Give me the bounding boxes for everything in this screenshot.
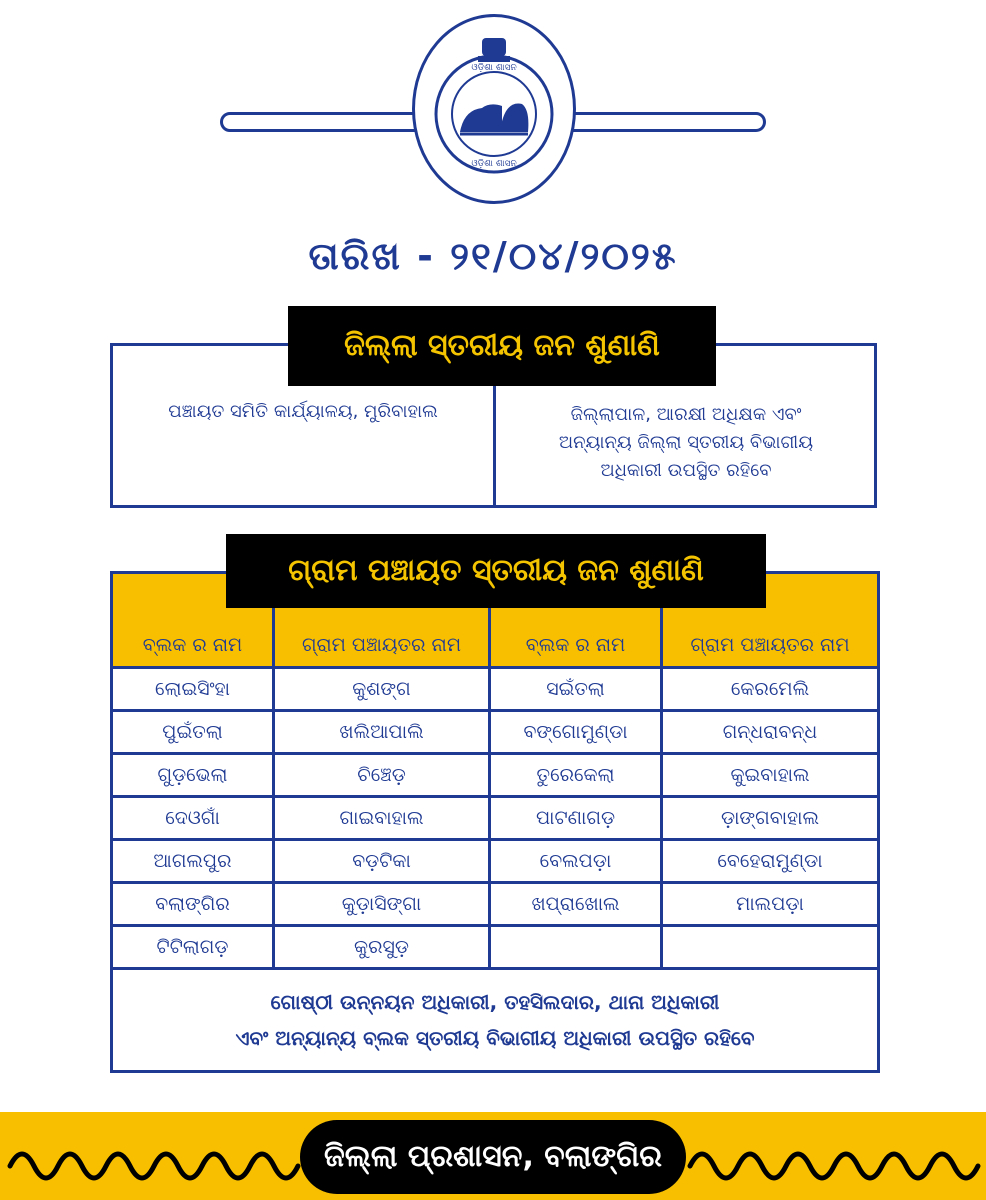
table-row <box>112 840 879 883</box>
odisha-government-emblem <box>430 32 558 182</box>
attendees-line-1: ଜିଲ୍ଲାପାଳ, ଆରକ୍ଷୀ ଅଧିକ୍ଷକ ଏବଂ <box>570 404 802 425</box>
table-cell: ଲୋଇସିଂହା <box>112 668 274 711</box>
emblem-top-text: ଓଡ଼ିଶା ଶାସନ <box>471 63 517 73</box>
district-administration-badge: ଜିଲ୍ଲା ପ୍ରଶାସନ, ବଲାଙ୍ଗିର <box>300 1120 686 1194</box>
district-hearing-title: ଜିଲ୍ଲା ସ୍ତରୀୟ ଜନ ଶୁଣାଣି <box>288 306 716 386</box>
table-cell: ଖଲିଆପାଲି <box>274 711 490 754</box>
table-row <box>112 926 879 969</box>
table-cell: ଡ଼ାଙ୍ଗବାହାଲ <box>662 797 879 840</box>
attendees-text <box>496 401 876 485</box>
table-cell: ବଡ଼ଟିକା <box>274 840 490 883</box>
table-cell: ଚିଞ୍ଚେଡ଼ <box>274 754 490 797</box>
table-row <box>112 883 879 926</box>
table-cell: ସଇଁତଲା <box>490 668 662 711</box>
table-cell: କୁଶଙ୍ଗ <box>274 668 490 711</box>
table-cell: ଆଗଲପୁର <box>112 840 274 883</box>
block-attendees-note <box>112 969 879 1072</box>
header-gp-name-2: ଗ୍ରାମ ପଞ୍ଚାୟତର ନାମ <box>662 573 879 668</box>
table-cell: ପାଟଣାଗଡ଼ <box>490 797 662 840</box>
table-cell: ବେହେରାମୁଣ୍ଡା <box>662 840 879 883</box>
table-footer-row <box>112 969 879 1072</box>
attendees-line-3: ଅଧିକାରୀ ଉପସ୍ଥିତ ରହିବେ <box>600 460 772 481</box>
header-block-name-1: ବ୍ଲକ ର ନାମ <box>112 573 274 668</box>
header-gp-name-1: ଗ୍ରାମ ପଞ୍ଚାୟତର ନାମ <box>274 573 490 668</box>
table-row <box>112 711 879 754</box>
table-cell: ଗନ୍ଧରାବନ୍ଧ <box>662 711 879 754</box>
table-cell: କୁରସୁଡ଼ <box>274 926 490 969</box>
header-block-name-2: ବ୍ଲକ ର ନାମ <box>490 573 662 668</box>
block-attendees-line-2: ଏବଂ ଅନ୍ୟାନ୍ୟ ବ୍ଲକ ସ୍ତରୀୟ ବିଭାଗୀୟ ଅଧିକାରୀ ଉପସ୍ଥିତ ରହିବେ <box>235 1026 755 1050</box>
gp-hearing-title: ଗ୍ରାମ ପଞ୍ଚାୟତ ସ୍ତରୀୟ ଜନ ଶୁଣାଣି <box>226 534 766 608</box>
emblem-bottom-text: ଓଡ଼ିଶା ଶାସନ <box>471 159 517 169</box>
table-cell: ମାଲପଡ଼ା <box>662 883 879 926</box>
attendees-line-2: ଅନ୍ୟାନ୍ୟ ଜିଲ୍ଲା ସ୍ତରୀୟ ବିଭାଗୀୟ <box>558 432 814 453</box>
table-cell: ଦେଓଗାଁ <box>112 797 274 840</box>
table-row <box>112 754 879 797</box>
table-cell: କୁଇବାହାଲ <box>662 754 879 797</box>
block-attendees-line-1: ଗୋଷ୍ଠୀ ଉନ୍ନୟନ ଅଧିକାରୀ, ତହସିଲଦାର, ଥାନା ଅଧିକାରୀ <box>270 990 720 1014</box>
table-row <box>112 797 879 840</box>
table-row <box>112 668 879 711</box>
table-cell: ବେଲପଡ଼ା <box>490 840 662 883</box>
gp-hearing-table <box>110 571 880 1073</box>
table-cell: ଖପ୍ରାଖୋଲ <box>490 883 662 926</box>
table-cell: ଟିଟିଲାଗଡ଼ <box>112 926 274 969</box>
table-cell: ତୁରେକେଲା <box>490 754 662 797</box>
table-cell: ପୁଇଁତଲା <box>112 711 274 754</box>
table-cell: କେରମେଲି <box>662 668 879 711</box>
table-cell <box>662 926 879 969</box>
table-cell: ବଙ୍ଗୋମୁଣ୍ଡା <box>490 711 662 754</box>
table-cell <box>490 926 662 969</box>
table-cell: ଗୁଡ଼ଭେଲା <box>112 754 274 797</box>
date-heading: ତାରିଖ - ୨୧/୦୪/୨୦୨୫ <box>308 234 678 278</box>
venue-text: ପଞ୍ଚାୟତ ସମିତି କାର୍ଯ୍ୟାଳୟ, ମୁରିବାହାଲ <box>168 401 438 422</box>
table-cell: କୁଡ଼ାସିଙ୍ଗା <box>274 883 490 926</box>
table-cell: ବଲାଙ୍ଗିର <box>112 883 274 926</box>
table-cell: ଗାଇବାହାଲ <box>274 797 490 840</box>
